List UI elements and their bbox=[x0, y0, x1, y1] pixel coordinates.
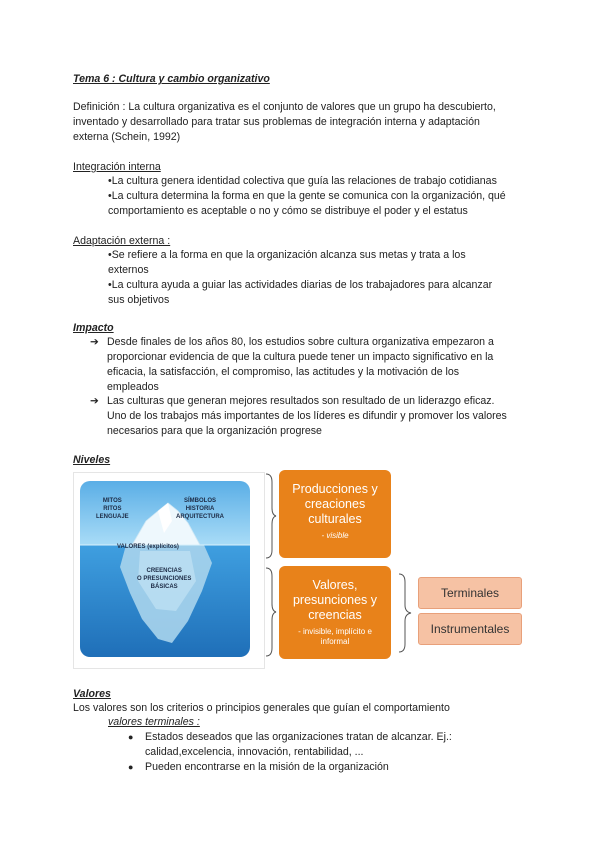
valores-box bbox=[279, 566, 391, 659]
list-item: •La cultura ayuda a guiar las actividades diarias de los trabajadores para alcanzar bbox=[108, 279, 493, 291]
instrumentales-box: Instrumentales bbox=[418, 613, 522, 645]
brace-icon bbox=[397, 572, 415, 654]
producciones-box bbox=[279, 470, 391, 558]
adaptacion-list bbox=[108, 248, 538, 308]
valores-terminales-heading: valores terminales : bbox=[108, 716, 200, 728]
arrow-right-icon: ➔ bbox=[90, 336, 99, 348]
definition-line: Definición : La cultura organizativa es el conjunto de valores que un grupo ha descubierto, bbox=[73, 101, 496, 113]
arrow-list-item bbox=[90, 394, 540, 439]
definition-line: externa (Schein, 1992) bbox=[73, 131, 181, 143]
definition-line: inventado y desarrollado para tratar sus problemas de integración interna y adaptación bbox=[73, 116, 480, 128]
arrow-list-item bbox=[90, 335, 540, 395]
brace-icons bbox=[262, 470, 278, 660]
adaptacion-heading: Adaptación externa : bbox=[73, 235, 171, 247]
item-line: Estados deseados que las organizaciones tratan de alcanzar. Ej.: bbox=[145, 731, 452, 743]
item-line: Desde finales de los años 80, los estudios sobre cultura organizativa empezaron a bbox=[107, 336, 494, 348]
box-title: Valores, presunciones y creencias bbox=[292, 578, 378, 622]
valores-heading: Valores bbox=[73, 688, 111, 700]
terminales-box: Terminales bbox=[418, 577, 522, 609]
iceberg-label-bottom: CREENCIAS O PRESUNCIONES BÁSICAS bbox=[137, 568, 192, 590]
impacto-heading: Impacto bbox=[73, 322, 114, 334]
item-line: calidad,excelencia, innovación, rentabilidad, ... bbox=[145, 746, 364, 758]
item-line: Pueden encontrarse en la misión de la organización bbox=[145, 761, 389, 773]
iceberg-label-left: MITOS RITOS LENGUAJE bbox=[96, 498, 129, 520]
list-item-continuation: sus objetivos bbox=[108, 294, 170, 306]
bullet-icon: ● bbox=[128, 732, 134, 742]
item-line: proporcionar evidencia de que la cultura puede tener un impacto significativo en la bbox=[107, 351, 494, 363]
definition-paragraph bbox=[73, 100, 543, 145]
bullet-list-item bbox=[128, 730, 528, 760]
list-item-continuation: externos bbox=[108, 264, 149, 276]
valores-definition: Los valores son los criterios o principios generales que guían el comportamiento bbox=[73, 702, 450, 714]
box-title: Producciones y creaciones culturales bbox=[292, 482, 378, 526]
iceberg-label-right: SÍMBOLOS HISTORIA ARQUITECTURA bbox=[176, 498, 224, 520]
item-line: eficacia, la satisfacción, el compromiso, las actitudes y la motivación de los bbox=[107, 366, 460, 378]
arrow-right-icon: ➔ bbox=[90, 395, 99, 407]
integracion-heading: Integración interna bbox=[73, 161, 161, 173]
bullet-icon: ● bbox=[128, 762, 134, 772]
list-item: •Se refiere a la forma en que la organización alcanza sus metas y trata a los bbox=[108, 249, 466, 261]
niveles-heading: Niveles bbox=[73, 454, 111, 466]
item-line: empleados bbox=[107, 381, 159, 393]
box-note: - visible bbox=[321, 531, 349, 540]
item-line: Uno de los trabajos más importantes de los líderes es difundir y promover los valores bbox=[107, 410, 507, 422]
page-title: Tema 6 : Cultura y cambio organizativo bbox=[73, 73, 270, 85]
iceberg-label-middle: VALORES (explícitos) bbox=[117, 544, 179, 550]
list-item: •La cultura genera identidad colectiva que guía las relaciones de trabajo cotidianas bbox=[108, 175, 497, 187]
item-line: necesarios para que la organización progrese bbox=[107, 425, 322, 437]
integracion-list bbox=[108, 174, 538, 219]
item-line: Las culturas que generan mejores resultados son resultado de un liderazgo eficaz. bbox=[107, 395, 495, 407]
list-item: •La cultura determina la forma en que la gente se comunica con la organización, qué bbox=[108, 190, 506, 202]
bullet-list-item bbox=[128, 760, 528, 775]
list-item-continuation: comportamiento es aceptable o no y cómo se distribuye el poder y el estatus bbox=[108, 205, 468, 217]
box-note: - invisible, implícito e informal bbox=[298, 627, 372, 646]
